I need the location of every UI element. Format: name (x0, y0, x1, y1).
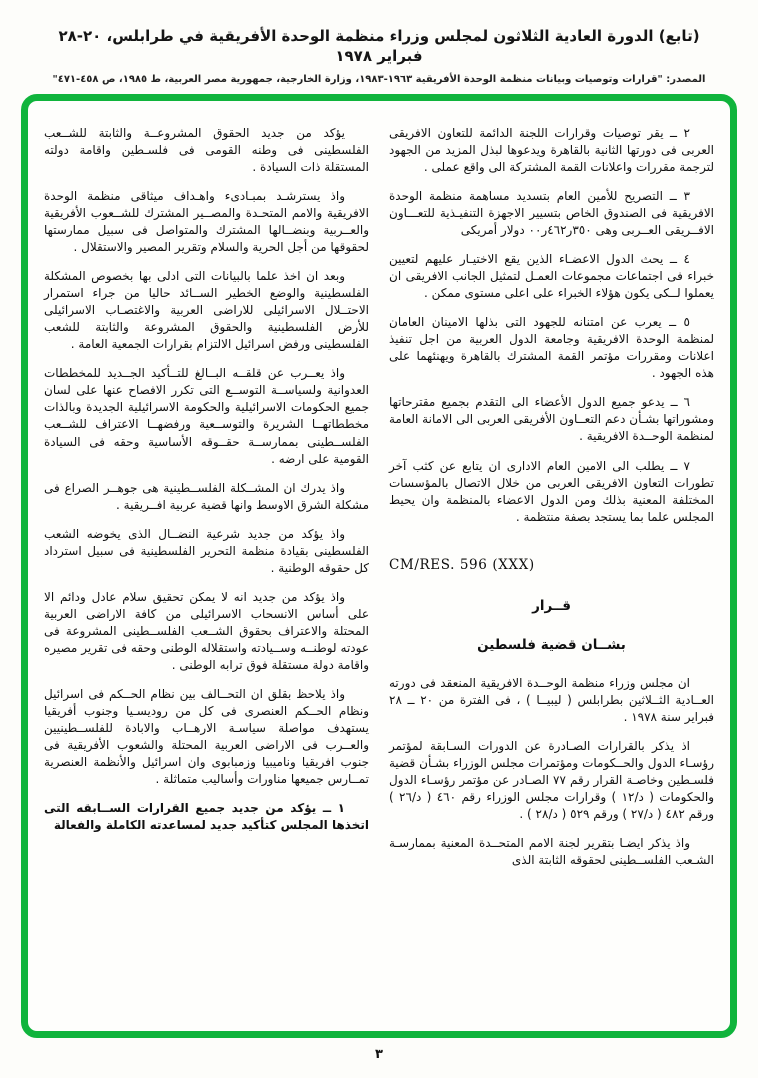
resolution-code: CM/RES. 596 (XXX) (389, 556, 535, 573)
preamble-paragraph: اذ يذكر بالقرارات الصـادرة عن الدورات السـابقة لمؤتمر رؤسـاء الدول والحــكومات ومؤتمرات مجلس الوزراء بشـأن قضية فلسـطين وخاصـة القرار رقم ٧٧ الصـادر عن مؤتمر رؤسـاء الدول والحكومات ( د/١٢ ) وقرارات مجلس الوزراء رقم ٤٦٠ ( د/٢٦ ) ورقم ٤٨٢ ( د/٢٧ ) ورقم ٥٢٩ ( د/٢٨ ) . (389, 739, 715, 822)
preamble-paragraph: وبعد ان اخذ علما بالبيانات التى ادلى بها بخصوص المشكلة الفلسطينية والوضع الخطير الســائد حاليا من جراء استمرار الاحتــلال الاسرائيلى للاراضى العربية والاغتصـاب الاسرائيلى للأرض الفلسطينية والحقوق المشروعة والثابتة للشعب الفلسطينى ورفض اسرائيل الالتزام بقرارات الجمعية العامة . (44, 269, 369, 352)
page-header (0, 0, 758, 85)
source-citation: المصدر: "قرارات وتوصيات وبيانات منظمة الوحدة الأفريقية ١٩٦٣-١٩٨٣، وزارة الخارجية، جمهورية مصر العربية، ط ١٩٨٥، ص ٤٥٨-٤٧١" (52, 73, 706, 85)
resolution-clause: ١ ــ يؤكد من جديد جميع القرارات الســابقه التى اتخذها المجلس كتأكيد جديد لمساعدته الكاملة والفعالة (44, 801, 369, 833)
preamble-paragraph: ان مجلس وزراء منظمة الوحــدة الافريقية المنعقد فى دورته العــادية الثــلاثين بطرابلس ( ليبيــا ) ، فى الفترة من ٢٠ ــ ٢٨ فبراير سنة ١٩٧٨ . (389, 676, 714, 725)
preamble-paragraph: واذ يذكر ايضـا بتقرير لجنة الامم المتحــدة المعنية بممارسـة الشـعب الفلســطينى لحقوقه الثابتة الذى (389, 836, 714, 868)
preamble-paragraph: واذ يؤكد من جديد انه لا يمكن تحقيق سلام عادل ودائم الا على أساس الانسحاب الاسرائيلى من كافة الاراضى العربية المحتلة والاعتراف بحقوق الشــعب الفلســطينى المشروعة فى عودته لوطنــه وســيادته واستقلاله الوطنى وحقه فى تقرير مصيره واقامة دولة مستقلة فوق ترابه الوطنى . (44, 589, 369, 672)
preamble-paragraph: واذ يلاحظ بقلق ان التحــالف بين نظام الحــكم فى اسرائيل ونظام الحــكم العنصرى فى كل من روديسـيا وجنوب أفريقيا يستهدف مواصلة سياسـة الارهــاب والابادة للفلســطينيين والعــرب فى الاراضى العربية المحتلة والشعوب الأفريقية فى جنوب افريقيا وناميبيا وزمبابوى وان اسرائيل والأنظمة العنصرية تمــارس جميعها مناورات وأساليب متماثلة . (44, 686, 369, 787)
page-number: ٣ (375, 1047, 383, 1062)
preamble-paragraph: واذ يسترشـد بمبـادىء واهـداف ميثاقى منظمة الوحدة الافريقية والامم المتحـدة والمصــير المشترك للشــعوب الأفريقية والعــربية وبنضــالها المشترك والمتواصل فى سبيل ممارستها لحقوقها من أجل الحرية والسلام وتقرير المصير والاستقلال . (44, 189, 369, 255)
resolution-clause: ٣ ــ التصريح للأمين العام بتسديد مساهمة منظمة الوحدة الافريقية فى الصندوق الخاص بتسيير الاجهزة التنفيـذية للتعـــاون الافــريقى العــربى وهى ٣٥٠ر٤٦٢ر٠٠ دولار أمريكى (389, 189, 714, 238)
left-column (44, 125, 369, 1021)
right-column (389, 125, 714, 1021)
resolution-clause: ٦ ــ يدعو جميع الدول الأعضاء الى التقدم بجميع مقترحاتها ومشوراتها بشـأن دعم التعــاون الأفريقى العربى الى الامانة العامة لمنظمة الوحــدة الافريقية . (389, 395, 714, 444)
resolution-clause: ٢ ــ يقر توصيات وقرارات اللجنة الدائمة للتعاون الافريقى العربى فى دورتها الثانية بالقاهرة ويدعوها لبذل المزيد من الجهود لترجمة مقررات واعلانات القمة المشتركة الى واقع عملى . (389, 126, 714, 175)
document-title: (تابع) الدورة العادية الثلاثون لمجلس وزراء منظمة الوحدة الأفريقية في طرابلس، ٢٠-٢٨ فبراير ١٩٧٨ (58, 27, 700, 66)
resolution-heading: قــرار (532, 597, 571, 614)
preamble-paragraph: واذ يؤكد من جديد شرعية النضــال الذى يخوضه الشعب الفلسطينى بقيادة منظمة التحرير الفلسطينية فى سبيل استرداد كل حقوقه الوطنية . (44, 526, 369, 575)
preamble-paragraph: يؤكد من جديد الحقوق المشروعــة والثابتة للشــعب الفلسطينى فى وطنه القومى فى فلسـطين واقامة دولته المستقلة ذات السيادة . (44, 126, 369, 175)
resolution-subject-heading: بشــان قضية فلسطين (477, 636, 626, 653)
preamble-paragraph: واذ يعــرب عن قلقــه البــالغ للتــأكيد الجــديد للمخططات العدوانية ولسياســة التوســع التى تكرر الافصاح عنها على لسان جميع الحكومات الاسرائيلية والحكومة الاسرائيلية الجديدة وبالذات مخططاتهــا الشريرة والتوســعية ورفضهــا الاعتراف للشــعب الفلســطينى بممارســة حقــوقه الأساسية وحقه فى السيادة القومية على ارضه . (44, 366, 369, 466)
resolution-clause: ٥ ــ يعرب عن امتنانه للجهود التى بذلها الامينان العامان لمنظمة الوحدة الافريقية وجامعة الدول العربية من اجل تنفيذ اعلانات ومقررات مؤتمر القمة المشترك بالقاهرة ويهنئهما على هذه الجهود . (389, 315, 714, 381)
resolution-clause: ٤ ــ يحث الدول الاعضـاء الذين يقع الاختيـار عليهم لتعيين خبراء فى اجتماعات مجموعات العمـل لتمثيل الجانب الافريقى ان يعملوا لــكى يكون هؤلاء الخبراء على اعلى مستوى ممكن . (389, 252, 714, 301)
document-frame (21, 94, 737, 1038)
resolution-clause: ٧ ــ يطلب الى الامين العام الادارى ان يتابع عن كثب آخر تطورات التعاون الافريقى العربى من خلال الاتصال بالمؤسسات المختلفة المعنية بذلك ومن الدول الاعضاء بالمنظمة وان يحيط المجلس علما بما يستجد بصفة منتظمة . (389, 458, 714, 524)
preamble-paragraph: واذ يدرك ان المشــكلة الفلســطينية هى جوهــر الصراع فى مشكلة الشرق الاوسط وانها قضية عربية افــريقية . (44, 480, 369, 512)
